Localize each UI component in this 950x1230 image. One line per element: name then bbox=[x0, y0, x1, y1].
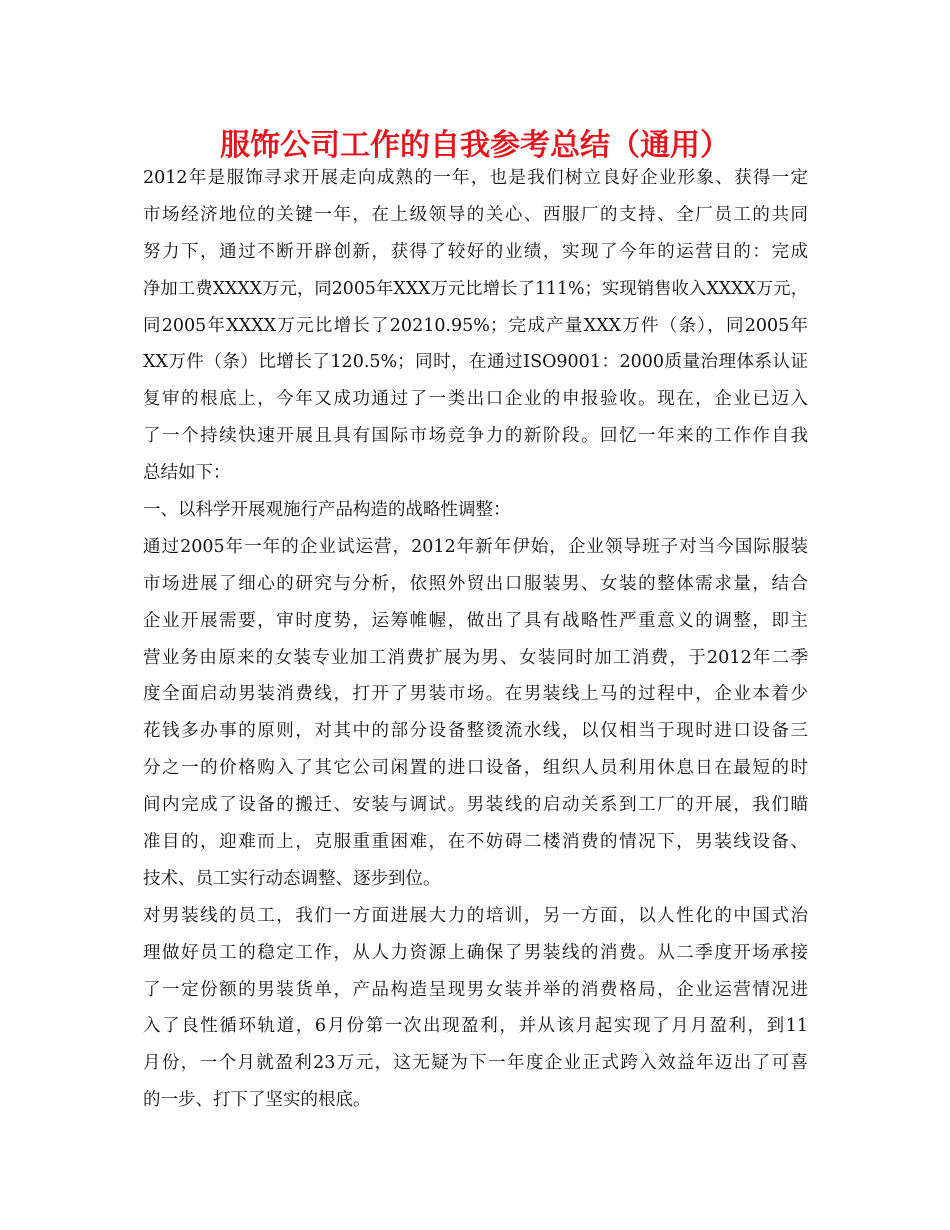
body-line: 度全面启动男装消费线，打开了男装市场。在男装线上马的过程中，企业本着少 bbox=[143, 684, 808, 705]
body-line: 技术、员工实行动态调整、逐步到位。 bbox=[143, 868, 441, 889]
body-line: 营业务由原来的女装专业加工消费扩展为男、女装同时加工消费，于2012年二季 bbox=[143, 647, 808, 668]
body-line: 分之一的价格购入了其它公司闲置的进口设备，组织人员利用休息日在最短的时 bbox=[143, 758, 808, 779]
body-line: 的一步、打下了坚实的根底。 bbox=[143, 1090, 371, 1111]
body-line: 总结如下： bbox=[143, 463, 231, 484]
body-line: 市场经济地位的关键一年，在上级领导的关心、西服厂的支持、全厂员工的共同 bbox=[143, 204, 808, 225]
body-line: 同2005年XXXX万元比增长了20210.95%；完成产量XXX万件（条），同2005年 bbox=[143, 315, 808, 336]
body-line: 花钱多办事的原则，对其中的部分设备整烫流水线，以仅相当于现时进口设备三 bbox=[143, 721, 808, 742]
body-line: 2012年是服饰寻求开展走向成熟的一年，也是我们树立良好企业形象、获得一定 bbox=[143, 168, 808, 188]
body-line: 了一个持续快速开展且具有国际市场竞争力的新阶段。回忆一年来的工作作自我 bbox=[143, 426, 808, 447]
body-line: 市场进展了细心的研究与分析，依照外贸出口服装男、女装的整体需求量，结合 bbox=[143, 573, 808, 594]
body-line: 理做好员工的稳定工作，从人力资源上确保了男装线的消费。从二季度开场承接 bbox=[143, 942, 808, 963]
body-line: 了一定份额的男装货单，产品构造呈现男女装并举的消费格局，企业运营情况进 bbox=[143, 979, 808, 1000]
body-line: 一、以科学开展观施行产品构造的战略性调整： bbox=[143, 500, 511, 521]
body-line: 企业开展需要，审时度势，运筹帷幄，做出了具有战略性严重意义的调整，即主 bbox=[143, 610, 808, 631]
body-line: 通过2005年一年的企业试运营，2012年新年伊始，企业领导班子对当今国际服装 bbox=[143, 536, 808, 557]
body-line: 月份，一个月就盈利23万元，这无疑为下一年度企业正式跨入效益年迈出了可喜 bbox=[143, 1053, 808, 1074]
body-line: 复审的根底上，今年又成功通过了一类出口企业的申报验收。现在，企业已迈入 bbox=[143, 389, 808, 410]
document-title: 服饰公司工作的自我参考总结（通用） bbox=[220, 128, 730, 163]
body-line: 努力下，通过不断开辟创新，获得了较好的业绩，实现了今年的运营目的：完成 bbox=[143, 241, 808, 262]
body-line: 对男装线的员工，我们一方面进展大力的培训，另一方面，以人性化的中国式治 bbox=[143, 905, 808, 926]
body-line: 间内完成了设备的搬迁、安装与调试。男装线的启动关系到工厂的开展，我们瞄 bbox=[143, 795, 808, 816]
body-line: 准目的，迎难而上，克服重重困难，在不妨碍二楼消费的情况下，男装线设备、 bbox=[143, 832, 808, 853]
body-line: XX万件（条）比增长了120.5%；同时，在通过ISO9001：2000质量治理体系认证 bbox=[143, 352, 808, 373]
body-line: 净加工费XXXX万元，同2005年XXX万元比增长了111%；实现销售收入XXXX万元， bbox=[143, 278, 808, 299]
body-line: 入了良性循环轨道，6月份第一次出现盈利，并从该月起实现了月月盈利，到11 bbox=[143, 1016, 808, 1037]
document-body bbox=[143, 160, 808, 1119]
